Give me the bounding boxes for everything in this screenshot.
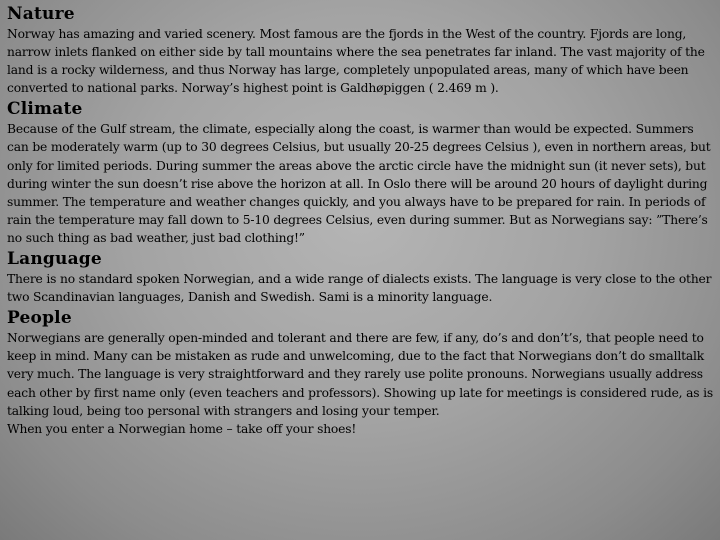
section-paragraph: Norwegians are generally open-minded and tolerant and there are few, if any, do’s and don’t’s, that people need to keep in mind. Many can be mistaken as rude and unwelcoming, due to the fact that Norwegians don’t do smalltalk very much. The language is very straightforward and they rarely use polite pronouns. Norwegians usually address each other by first name only (even teachers and professors). Showing up late for meetings is considered rude, as is talking loud, being too personal with strangers and losing your temper.: [7, 331, 714, 418]
section-heading: Language: [7, 249, 102, 270]
slide-content: [7, 4, 715, 438]
section-language: [7, 249, 715, 306]
section-paragraph: Because of the Gulf stream, the climate, especially along the coast, is warmer than would be expected. Summers can be moderately warm (up to 30 degrees Celsius, but usually 20-25 degrees Celsius ), even in northern areas, but only for limited periods. During summer the areas above the arctic circle have the midnight sun (it never sets), but during winter the sun doesn’t rise above the horizon at all. In Oslo there will be around 20 hours of daylight during summer. The temperature and weather changes quickly, and you always have to be prepared for rain. In periods of rain the temperature may fall down to 5-10 degrees Celsius, even during summer. But as Norwegians say: ”There’s no such thing as bad weather, just bad clothing!”: [7, 122, 711, 245]
section-climate: [7, 99, 715, 247]
section-heading: Nature: [7, 4, 75, 24]
section-paragraph: When you enter a Norwegian home – take off your shoes!: [7, 421, 357, 436]
section-paragraph: Norway has amazing and varied scenery. Most famous are the fjords in the West of the country. Fjords are long, narrow inlets flanked on either side by tall mountains where the sea penetrates far inland. The vast majority of the land is a rocky wilderness, and thus Norway has large, completely unpopulated areas, many of which have been converted to national parks. Norway’s highest point is Galdhøpiggen ( 2.469 m ).: [7, 27, 705, 96]
section-paragraph: There is no standard spoken Norwegian, and a wide range of dialects exists. The language is very close to the other two Scandinavian languages, Danish and Swedish. Sami is a minority language.: [7, 272, 712, 305]
section-nature: [7, 4, 715, 97]
section-heading: People: [7, 308, 72, 329]
section-heading: Climate: [7, 99, 83, 120]
section-people: [7, 308, 715, 438]
